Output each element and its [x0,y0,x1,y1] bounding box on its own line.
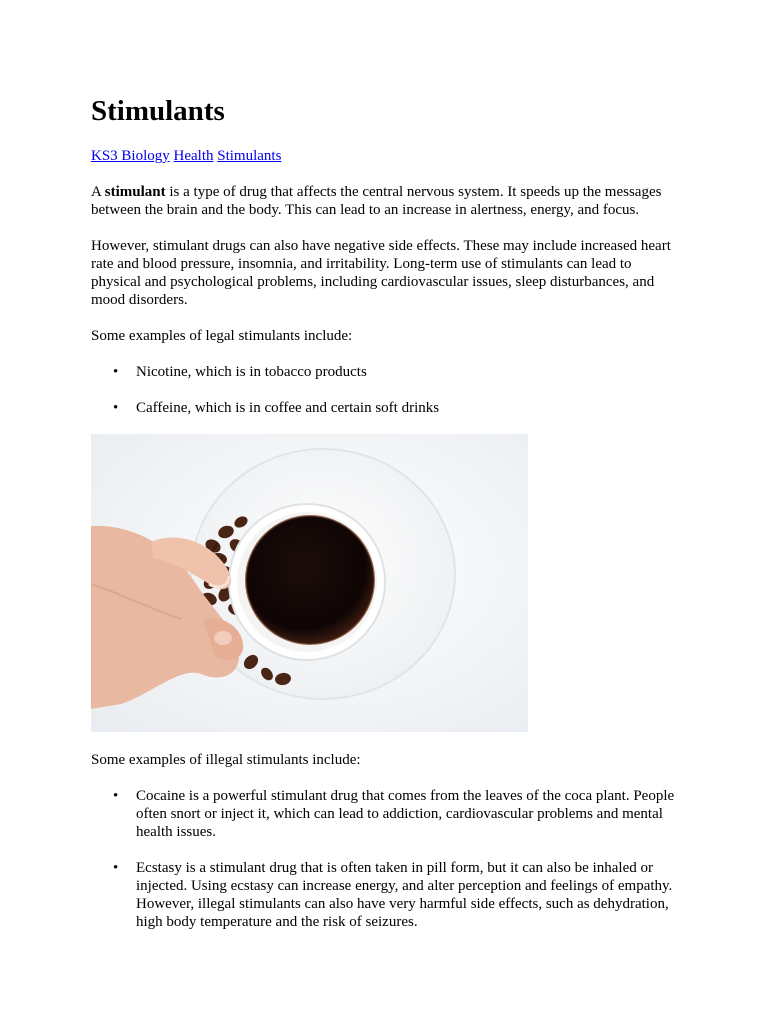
breadcrumb-link-health[interactable]: Health [173,148,214,164]
list-item [91,399,683,417]
intro-lead: A [91,184,105,200]
list-item-text: Cocaine is a powerful stimulant drug that comes from the leaves of the coca plant. People often snort or inject it, which can lead to addiction, cardiovascular problems and mental health issues. [136,788,675,840]
list-item [91,787,683,841]
breadcrumb-link-stimulants[interactable]: Stimulants [217,148,282,164]
bullet-icon: • [113,400,119,416]
legal-stimulants-list [91,363,683,417]
list-item [91,859,683,931]
intro-term: stimulant [104,184,166,200]
bullet-icon: • [113,788,119,804]
side-effects-paragraph: However, stimulant drugs can also have negative side effects. These may include increased heart rate and blood pressure, insomnia, and irritability. Long-term use of stimulants can lead to physical and psychological problems, including cardiovascular issues, sleep disturbances, and mood disorders. [91,238,671,308]
intro-rest: is a type of drug that affects the central nervous system. It speeds up the messages between the brain and the body. This can lead to an increase in alertness, energy, and focus. [91,184,662,218]
intro-paragraph [91,183,683,219]
list-item-text: Ecstasy is a stimulant drug that is often taken in pill form, but it can also be inhaled or injected. Using ecstasy can increase energy, and alter perception and feelings of empathy. However, illegal stimulants can also have very harmful side effects, such as dehydration, high body temperature and the risk of seizures. [136,860,673,930]
coffee-cup-icon [91,434,528,732]
list-item [91,363,683,381]
page-title: Stimulants [91,95,225,127]
illegal-stimulants-list [91,787,683,931]
coffee-cup-photo [91,434,528,732]
breadcrumb-link-ks3-biology[interactable]: KS3 Biology [91,148,170,164]
breadcrumb [91,147,281,165]
legal-heading: Some examples of legal stimulants include: [91,328,353,344]
bullet-icon: • [113,364,119,380]
bullet-icon: • [113,860,119,876]
list-item-text: Nicotine, which is in tobacco products [136,364,367,380]
list-item-text: Caffeine, which is in coffee and certain soft drinks [136,400,440,416]
illegal-heading: Some examples of illegal stimulants include: [91,752,361,768]
